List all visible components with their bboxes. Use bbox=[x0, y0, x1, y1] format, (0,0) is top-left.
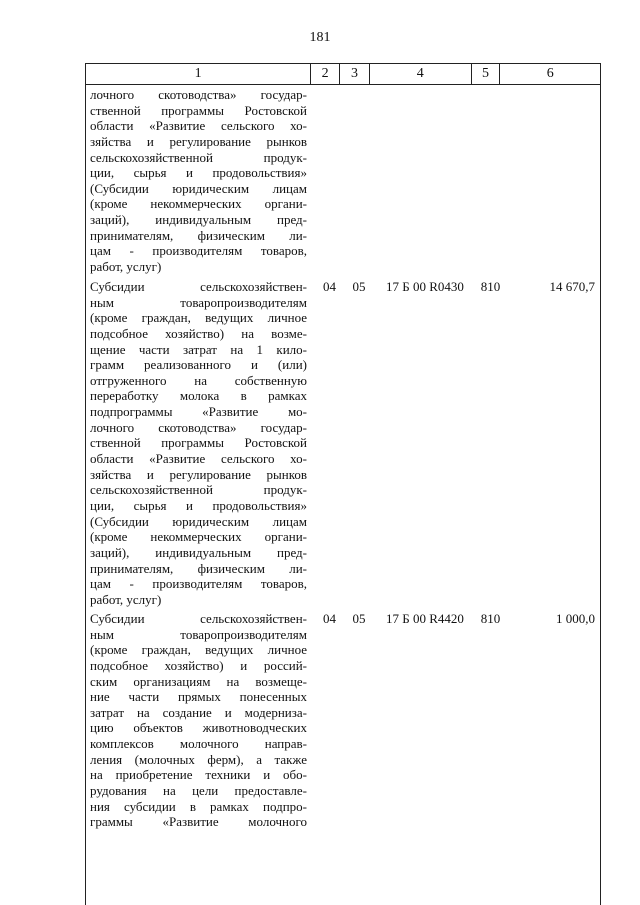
cell-col-6: 1 000,0 bbox=[556, 611, 595, 626]
cell-col-2: 04 bbox=[323, 611, 336, 626]
text-line: Субсидии сельскохозяйствен- bbox=[90, 279, 307, 294]
text-line: работ, услуг) bbox=[90, 259, 162, 275]
text-line: ным товаропроизводителям bbox=[90, 294, 307, 310]
text-line: комплексов молочного направ- bbox=[90, 736, 307, 752]
header-col-4: 4 bbox=[370, 64, 472, 84]
text-line: Субсидии сельскохозяйствен- bbox=[90, 611, 307, 626]
page-number: 181 bbox=[309, 30, 331, 45]
text-line: зяйства и регулирование рынков bbox=[90, 466, 307, 482]
text-line: ции, сырья и продовольствия» bbox=[90, 165, 307, 181]
text-line: (кроме граждан, ведущих личное bbox=[90, 642, 307, 658]
text-line: подсобное хозяйство) и россий- bbox=[90, 657, 307, 673]
text-line: переработку молока в рамках bbox=[90, 388, 307, 404]
cell-col-2: 04 bbox=[323, 279, 336, 294]
text-line: лочного скотоводства» государ- bbox=[90, 419, 307, 435]
text-line: сельскохозяйственной продук- bbox=[90, 482, 307, 498]
row-description bbox=[90, 611, 307, 830]
text-line: ским организациям на возмеще- bbox=[90, 673, 307, 689]
text-line: (Субсидии юридическим лицам bbox=[90, 180, 307, 196]
text-line: ние части прямых понесенных bbox=[90, 689, 307, 705]
text-line: принимателям, физическим ли- bbox=[90, 227, 307, 243]
cell-col-3: 05 bbox=[352, 279, 366, 294]
text-line: (Субсидии юридическим лицам bbox=[90, 513, 307, 529]
header-col-5: 5 bbox=[472, 64, 501, 84]
cell-col-4: 17 Б 00 R0430 bbox=[386, 279, 464, 294]
cell-col-6: 14 670,7 bbox=[549, 279, 595, 294]
column-border bbox=[600, 85, 601, 905]
header-col-3: 3 bbox=[340, 64, 370, 84]
text-line: граммы «Развитие молочного bbox=[90, 814, 307, 830]
text-line: ния субсидии в рамках подпро- bbox=[90, 798, 307, 814]
text-line: затрат на создание и модерниза- bbox=[90, 704, 307, 720]
header-col-1: 1 bbox=[86, 64, 311, 84]
text-line: ственной программы Ростовской bbox=[90, 435, 307, 451]
text-line: (кроме некоммерческих органи- bbox=[90, 196, 307, 212]
table-header bbox=[85, 63, 601, 85]
text-line: области «Развитие сельского хо- bbox=[90, 118, 307, 134]
cell-col-5: 810 bbox=[480, 611, 501, 626]
text-line: ственной программы Ростовской bbox=[90, 102, 307, 118]
cell-col-4: 17 Б 00 R4420 bbox=[386, 611, 464, 626]
text-line: отгруженного на собственную bbox=[90, 372, 307, 388]
text-line: цам - производителям товаров, bbox=[90, 576, 307, 592]
text-line: заций), индивидуальным пред- bbox=[90, 544, 307, 560]
text-line: ции, сырья и продовольствия» bbox=[90, 497, 307, 513]
text-line: рудования на цели предоставле- bbox=[90, 783, 307, 799]
cell-col-5: 810 bbox=[480, 279, 501, 294]
header-col-2: 2 bbox=[311, 64, 340, 84]
row-description bbox=[90, 279, 307, 607]
text-line: принимателям, физическим ли- bbox=[90, 560, 307, 576]
text-line: ным товаропроизводителям bbox=[90, 626, 307, 642]
row-description bbox=[90, 87, 307, 275]
text-line: (кроме граждан, ведущих личное bbox=[90, 310, 307, 326]
text-line: цам - производителям товаров, bbox=[90, 243, 307, 259]
text-line: щение части затрат на 1 кило- bbox=[90, 341, 307, 357]
text-line: ления (молочных ферм), а также bbox=[90, 751, 307, 767]
text-line: грамм реализованного и (или) bbox=[90, 357, 307, 373]
text-line: лочного скотоводства» государ- bbox=[90, 87, 307, 102]
header-col-6: 6 bbox=[546, 66, 554, 81]
text-line: (кроме некоммерческих органи- bbox=[90, 529, 307, 545]
text-line: сельскохозяйственной продук- bbox=[90, 149, 307, 165]
cell-col-3: 05 bbox=[352, 611, 366, 626]
column-border bbox=[85, 85, 86, 905]
text-line: работ, услуг) bbox=[90, 591, 162, 607]
text-line: подсобное хозяйство) на возме- bbox=[90, 325, 307, 341]
text-line: области «Развитие сельского хо- bbox=[90, 451, 307, 467]
text-line: на приобретение техники и обо- bbox=[90, 767, 307, 783]
text-line: подпрограммы «Развитие мо- bbox=[90, 404, 307, 420]
text-line: цию объектов животноводческих bbox=[90, 720, 307, 736]
text-line: заций), индивидуальным пред- bbox=[90, 212, 307, 228]
text-line: зяйства и регулирование рынков bbox=[90, 133, 307, 149]
